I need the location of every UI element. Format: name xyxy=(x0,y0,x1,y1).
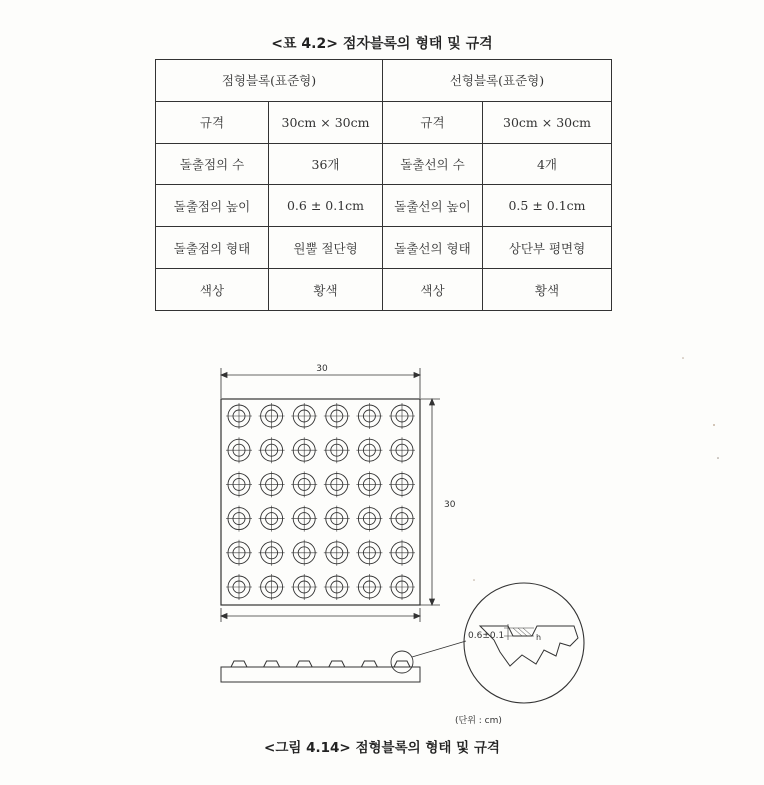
dot xyxy=(291,574,317,600)
dot xyxy=(226,471,252,497)
header-dot-block: 점형블록(표준형) xyxy=(156,60,383,102)
table-cell: 36개 xyxy=(269,143,383,185)
dot xyxy=(324,540,350,566)
block-plan-outline xyxy=(221,399,420,605)
table-cell: 돌출점의 형태 xyxy=(156,227,269,269)
dot xyxy=(324,403,350,429)
dot xyxy=(226,437,252,463)
dot xyxy=(356,574,382,600)
table-cell: 황색 xyxy=(269,269,383,311)
detail-h-mark: h xyxy=(536,633,542,642)
table-cell: 규격 xyxy=(383,101,483,143)
table-cell: 색상 xyxy=(383,269,483,311)
table-title: <표 4.2> 점자블록의 형태 및 규격 xyxy=(271,36,493,52)
table-cell: 돌출선의 높이 xyxy=(383,185,483,227)
dot xyxy=(356,437,382,463)
dot xyxy=(356,403,382,429)
dot xyxy=(226,574,252,600)
height-dimension xyxy=(420,399,440,605)
side-bump xyxy=(231,661,247,667)
width-label: 30 xyxy=(316,364,328,374)
table-cell: 원뿔 절단형 xyxy=(269,227,383,269)
figure-caption: <그림 4.14> 점형블록의 형태 및 규격 xyxy=(264,740,500,756)
scan-speck xyxy=(473,579,475,581)
dot-grid xyxy=(226,403,415,600)
table-cell: 돌출선의 형태 xyxy=(383,227,483,269)
dot xyxy=(389,540,415,566)
dot xyxy=(291,471,317,497)
table-cell: 색상 xyxy=(156,269,269,311)
block-side-view xyxy=(221,667,420,682)
dot xyxy=(226,506,252,532)
dot xyxy=(324,506,350,532)
dot xyxy=(226,403,252,429)
dot xyxy=(259,471,285,497)
dot xyxy=(356,506,382,532)
dot xyxy=(259,403,285,429)
detail-leader-line xyxy=(412,641,466,657)
side-bump xyxy=(361,661,377,667)
dot xyxy=(259,574,285,600)
side-bump xyxy=(329,661,345,667)
dot xyxy=(259,540,285,566)
scan-speck xyxy=(713,424,715,426)
table-cell: 돌출선의 수 xyxy=(383,143,483,185)
height-label: 30 xyxy=(444,500,456,510)
table-cell: 상단부 평면형 xyxy=(483,227,612,269)
table-cell: 규격 xyxy=(156,101,269,143)
dot xyxy=(259,437,285,463)
table-cell: 0.5 ± 0.1cm xyxy=(483,185,612,227)
dot xyxy=(389,574,415,600)
table-cell: 돌출점의 수 xyxy=(156,143,269,185)
dot xyxy=(324,471,350,497)
dot xyxy=(226,540,252,566)
side-bumps xyxy=(231,661,410,667)
dot xyxy=(291,403,317,429)
table-cell: 4개 xyxy=(483,143,612,185)
dot xyxy=(324,574,350,600)
dot xyxy=(324,437,350,463)
dot xyxy=(259,506,285,532)
dot xyxy=(356,471,382,497)
scan-speck xyxy=(682,357,684,359)
table-cell: 30cm × 30cm xyxy=(483,101,612,143)
detail-height-label: 0.6±0.1 xyxy=(468,631,505,641)
table-cell: 돌출점의 높이 xyxy=(156,185,269,227)
dot xyxy=(291,437,317,463)
table-cell: 30cm × 30cm xyxy=(269,101,383,143)
dot xyxy=(291,506,317,532)
detail-marker-circle xyxy=(391,651,413,673)
detail-view xyxy=(464,583,584,703)
table-cell: 황색 xyxy=(483,269,612,311)
scan-speck xyxy=(717,457,719,459)
dot xyxy=(389,471,415,497)
dot xyxy=(389,403,415,429)
unit-label: (단위 : cm) xyxy=(455,716,502,726)
bottom-dimension xyxy=(221,608,420,622)
dot xyxy=(356,540,382,566)
dot xyxy=(291,540,317,566)
side-bump xyxy=(264,661,280,667)
header-line-block: 선형블록(표준형) xyxy=(383,60,612,102)
dot xyxy=(389,506,415,532)
side-bump xyxy=(394,661,410,667)
dot xyxy=(389,437,415,463)
table-cell: 0.6 ± 0.1cm xyxy=(269,185,383,227)
side-bump xyxy=(296,661,312,667)
